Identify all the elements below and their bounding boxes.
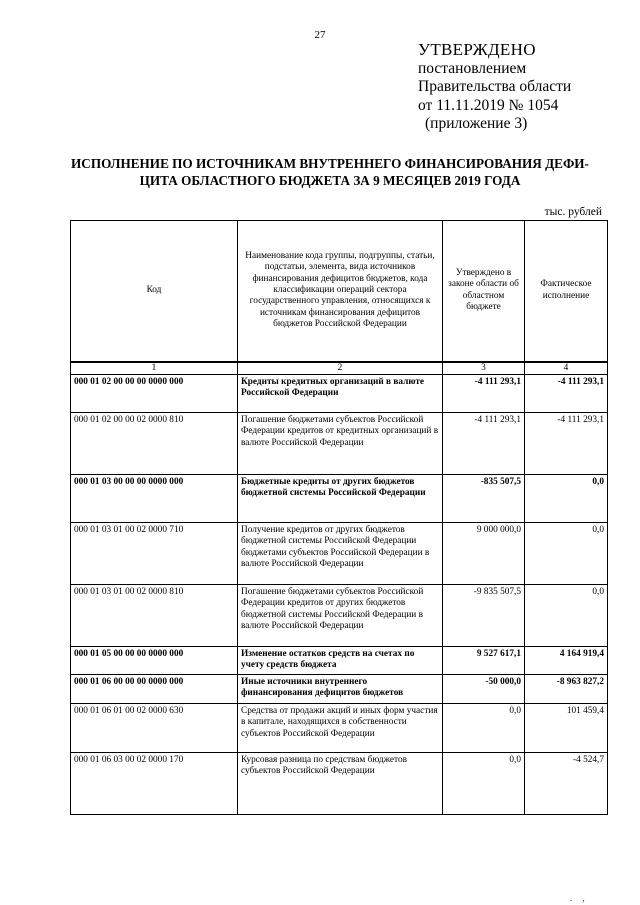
column-number-row [71, 362, 608, 375]
row-code: 000 01 06 03 00 02 0000 170 [71, 752, 238, 814]
approval-line: постановлением [418, 59, 527, 77]
table-row [71, 374, 608, 412]
column-number: 3 [443, 362, 525, 375]
row-approved: 0,0 [443, 752, 525, 814]
row-code: 000 01 02 00 00 02 0000 810 [71, 412, 238, 474]
scan-marks: . , [570, 893, 589, 903]
row-code: 000 01 06 01 00 02 0000 630 [71, 703, 238, 752]
row-name: Погашение бюджетами субъектов Российской Федерации кредитов от других бюджетов бюджетной системы Российской Федерации в валюте Российской Федерации [238, 584, 443, 646]
row-approved: -9 835 507,5 [443, 584, 525, 646]
row-code: 000 01 05 00 00 00 0000 000 [71, 646, 238, 674]
header-name: Наименование кода группы, подгруппы, статьи, подстатьи, элемента, вида источников финансирования дефицитов бюджетов, кода классификации операций сектора государственного управления, относящихся к источникам финансирования дефицитов бюджетов Российской Федерации [238, 221, 443, 362]
table-row [71, 522, 608, 584]
table-header-row [71, 221, 608, 362]
row-name: Кредиты кредитных организаций в валюте Российской Федерации [238, 374, 443, 412]
financing-table [70, 220, 608, 815]
table-row [71, 584, 608, 646]
row-code: 000 01 03 01 00 02 0000 710 [71, 522, 238, 584]
header-approved: Утверждено в законе области об областном бюджете [443, 221, 525, 362]
row-approved: 9 527 617,1 [443, 646, 525, 674]
table-row [71, 474, 608, 522]
row-name: Погашение бюджетами субъектов Российской Федерации кредитов от кредитных организаций в валюте Российской Федерации [238, 412, 443, 474]
row-approved: 9 000 000,0 [443, 522, 525, 584]
approval-stamp [418, 41, 571, 134]
row-name: Курсовая разница по средствам бюджетов субъектов Российской Федерации [238, 752, 443, 814]
document-title [70, 155, 590, 189]
row-code: 000 01 03 00 00 00 0000 000 [71, 474, 238, 522]
approval-line: от 11.11.2019 № 1054 [418, 96, 559, 114]
row-actual: -4 111 293,1 [525, 412, 608, 474]
row-code: 000 01 03 01 00 02 0000 810 [71, 584, 238, 646]
row-actual: 0,0 [525, 474, 608, 522]
column-number: 4 [525, 362, 608, 375]
row-name: Иные источники внутреннего финансирования дефицитов бюджетов [238, 674, 443, 703]
approval-line: (приложение 3) [425, 115, 528, 132]
approval-line: УТВЕРЖДЕНО [418, 40, 536, 59]
row-code: 000 01 06 00 00 00 0000 000 [71, 674, 238, 703]
table-row [71, 703, 608, 752]
table-row [71, 752, 608, 814]
row-approved: -835 507,5 [443, 474, 525, 522]
row-actual: -8 963 827,2 [525, 674, 608, 703]
title-line: ЦИТА ОБЛАСТНОГО БЮДЖЕТА ЗА 9 МЕСЯЦЕВ 2019 ГОДА [139, 173, 521, 188]
row-actual: 101 459,4 [525, 703, 608, 752]
table-row [71, 674, 608, 703]
title-line: ИСПОЛНЕНИЕ ПО ИСТОЧНИКАМ ВНУТРЕННЕГО ФИНАНСИРОВАНИЯ ДЕФИ- [71, 156, 589, 171]
row-actual: 0,0 [525, 584, 608, 646]
row-approved: -4 111 293,1 [443, 374, 525, 412]
row-name: Изменение остатков средств на счетах по учету средств бюджета [238, 646, 443, 674]
row-actual: -4 111 293,1 [525, 374, 608, 412]
column-number: 1 [71, 362, 238, 375]
row-code: 000 01 02 00 00 00 0000 000 [71, 374, 238, 412]
approval-line: Правительства области [418, 78, 572, 95]
header-actual: Фактическое исполнение [525, 221, 608, 362]
row-name: Средства от продажи акций и иных форм участия в капитале, находящихся в собственности субъектов Российской Федерации [238, 703, 443, 752]
row-actual: 4 164 919,4 [525, 646, 608, 674]
row-approved: 0,0 [443, 703, 525, 752]
column-number: 2 [238, 362, 443, 375]
row-approved: -50 000,0 [443, 674, 525, 703]
page-number: 27 [314, 29, 326, 41]
row-actual: 0,0 [525, 522, 608, 584]
row-name: Получение кредитов от других бюджетов бюджетной системы Российской Федерации бюджетами субъектов Российской Федерации в валюте Российской Федерации [238, 522, 443, 584]
row-name: Бюджетные кредиты от других бюджетов бюджетной системы Российской Федерации [238, 474, 443, 522]
units-label: тыс. рублей [544, 206, 602, 218]
header-code: Код [71, 221, 238, 362]
table-row [71, 412, 608, 474]
table-row [71, 646, 608, 674]
row-actual: -4 524,7 [525, 752, 608, 814]
row-approved: -4 111 293,1 [443, 412, 525, 474]
